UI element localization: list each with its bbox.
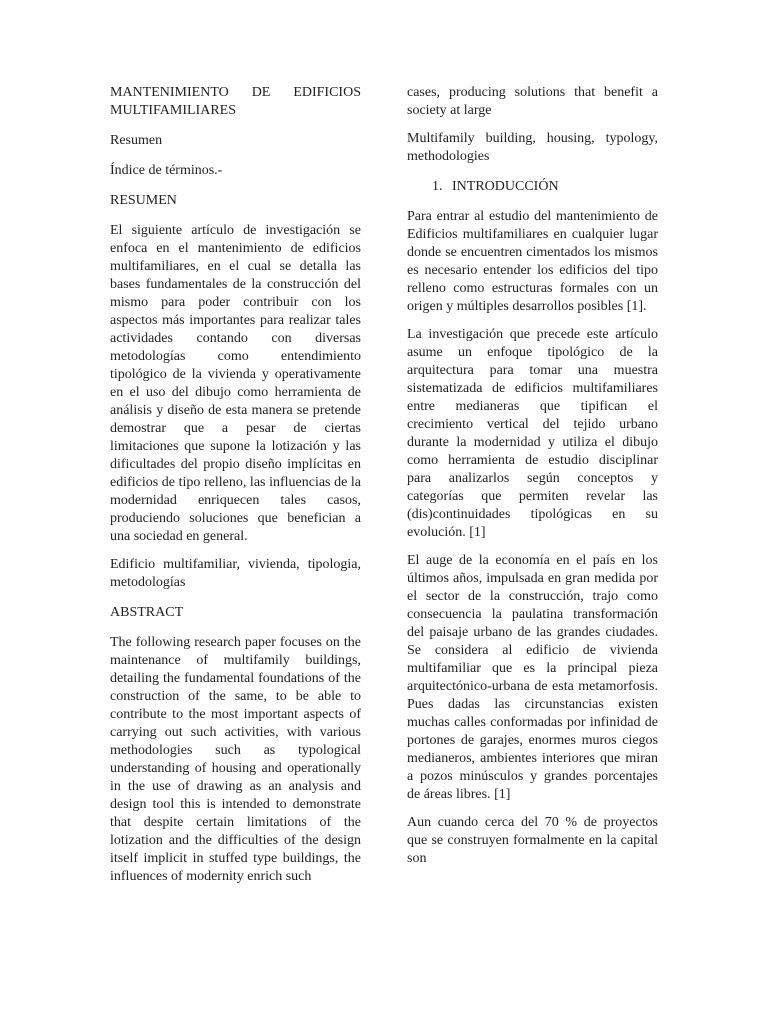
resumen-paragraph: El siguiente artículo de investigación se enfoca en el mantenimiento de edificios multifamiliares, en el cual se detalla las bases fundamentales de la construcción del mismo para poder contribuir con los aspectos más importantes para realizar tales actividades contando con diversas metodologías como entendimiento tipológico de la vivienda y operativamente en el uso del dibujo como herramienta de análisis y diseño de esta manera se pretende demostrar que a pesar de ciertas limitaciones que supone la lotización y las dificultades del propio diseño implícitas en edificios de tipo relleno, las influencias de la modernidad enriquecen tales casos, produciendo soluciones que benefician a una sociedad en general.	[110, 223, 361, 544]
paper-title: MANTENIMIENTO DE EDIFICIOS MULTIFAMILIARES	[110, 85, 361, 118]
section-number: 1.	[432, 179, 443, 194]
resumen-heading: RESUMEN	[110, 193, 177, 208]
index-terms: Índice de términos.-	[110, 163, 223, 178]
abstract-heading: ABSTRACT	[110, 605, 184, 620]
abstract-continuation: cases, producing solutions that benefit a society at large	[407, 85, 658, 118]
introduction-heading	[407, 178, 658, 196]
intro-paragraph-3: El auge de la economía en el país en los últimos años, impulsada en gran medida por el sector de la construcción, trajo como consecuencia la paulatina transformación del paisaje urbano de las grandes ciudades. Se considera al edificio de vivienda multifamiliar que es la principal pieza arquitectónico-urbana de esta metamorfosis. Pues dadas las circunstancias existen muchas calles conformadas por infinidad de portones de garajes, enormes muros ciegos medianeros, ambientes interiores que miran a pozos minúsculos y grandes porcentajes de áreas libres. [1]	[407, 553, 658, 802]
abstract-paragraph: The following research paper focuses on the maintenance of multifamily buildings, detailing the fundamental foundations of the construction of the same, to be able to contribute to the most important aspects of carrying out such activities, with various methodologies such as typological understanding of housing and operationally in the use of drawing as an analysis and design tool this is intended to demonstrate that despite certain limitations of the lotization and the difficulties of the design itself implicit in stuffed type buildings, the influences of modernity enrich such	[110, 635, 361, 884]
resumen-label: Resumen	[110, 133, 163, 148]
intro-paragraph-4: Aun cuando cerca del 70 % de proyectos que se construyen formalmente en la capital son	[407, 815, 658, 866]
keywords-es: Edificio multifamiliar, vivienda, tipologia, metodologías	[110, 557, 361, 590]
left-column	[110, 84, 361, 896]
section-title: INTRODUCCIÓN	[452, 179, 559, 194]
intro-paragraph-2: La investigación que precede este artículo asume un enfoque tipológico de la arquitectura para tomar una muestra sistematizada de edificios multifamiliares entre medianeras que tipifican el crecimiento vertical del tejido urbano durante la modernidad y utiliza el dibujo como herramienta de estudio disciplinar para analizarlos según conceptos y categorías que permiten revelar las (dis)continuidades tipológicas en su evolución. [1]	[407, 327, 658, 540]
right-column	[407, 84, 658, 878]
keywords-en: Multifamily building, housing, typology, methodologies	[407, 131, 658, 164]
intro-paragraph-1: Para entrar al estudio del mantenimiento de Edificios multifamiliares en cualquier lugar donde se encuentren cimentados los mismos es necesario entender los edificios del tipo relleno como estructuras formales con un origen y múltiples desarrollos posibles [1].	[407, 209, 658, 314]
